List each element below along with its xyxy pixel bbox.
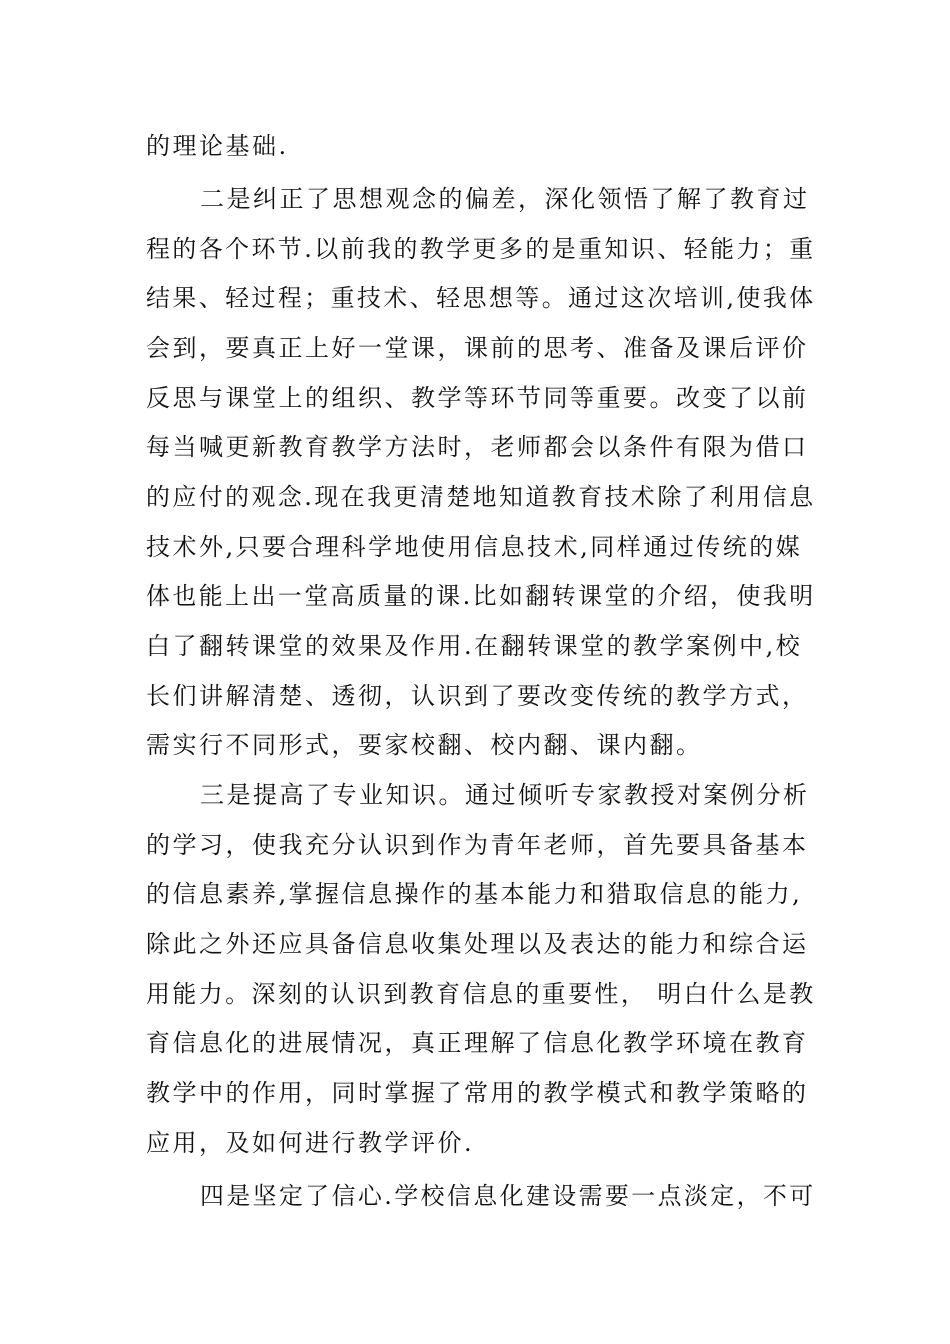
text-line: 除此之外还应具备信息收集处理以及表达的能力和综合运: [146, 930, 809, 958]
paragraph-start-line: 四是坚定了信心.学校信息化建设需要一点淡定，不可: [200, 1182, 816, 1210]
text-line: 体也能上出一堂高质量的课.比如翻转课堂的介绍，使我明: [146, 582, 816, 610]
text-line: 会到，要真正上好一堂课，课前的思考、准备及课后评价: [146, 334, 809, 362]
text-line: 结果、轻过程；重技术、轻思想等。通过这次培训,使我体: [146, 284, 816, 312]
paragraph-start-line: 二是纠正了思想观念的偏差，深化领悟了解了教育过: [200, 185, 810, 213]
text-line: 用能力。深刻的认识到教育信息的重要性， 明白什么是教: [146, 980, 816, 1008]
text-line: 技术外,只要合理科学地使用信息技术,同样通过传统的媒: [146, 533, 803, 561]
text-line: 程的各个环节.以前我的教学更多的是重知识、轻能力；重: [146, 235, 816, 263]
text-line: 的理论基础.: [146, 132, 289, 160]
text-line: 反思与课堂上的组织、教学等环节同等重要。改变了以前: [146, 384, 809, 412]
text-line: 育信息化的进展情况，真正理解了信息化教学环境在教育: [146, 1029, 809, 1057]
text-line: 的学习，使我充分认识到作为青年老师，首先要具备基本: [146, 831, 809, 859]
paragraph-start-line: 三是提高了专业知识。通过倾听专家教授对案例分析: [200, 781, 810, 809]
text-line: 教学中的作用，同时掌握了常用的教学模式和教学策略的: [146, 1079, 809, 1107]
text-line: 应用，及如何进行教学评价.: [146, 1129, 475, 1157]
text-line: 需实行不同形式，要家校翻、校内翻、课内翻。: [146, 731, 703, 759]
text-line: 长们讲解清楚、透彻，认识到了要改变传统的教学方式，: [146, 682, 809, 710]
text-line: 的信息素养,掌握信息操作的基本能力和猎取信息的能力,: [146, 880, 803, 908]
text-line: 白了翻转课堂的效果及作用.在翻转课堂的教学案例中,校: [146, 632, 803, 660]
text-line: 的应付的观念.现在我更清楚地知道教育技术除了利用信息: [146, 483, 816, 511]
text-line: 每当喊更新教育教学方法时，老师都会以条件有限为借口: [146, 433, 809, 461]
